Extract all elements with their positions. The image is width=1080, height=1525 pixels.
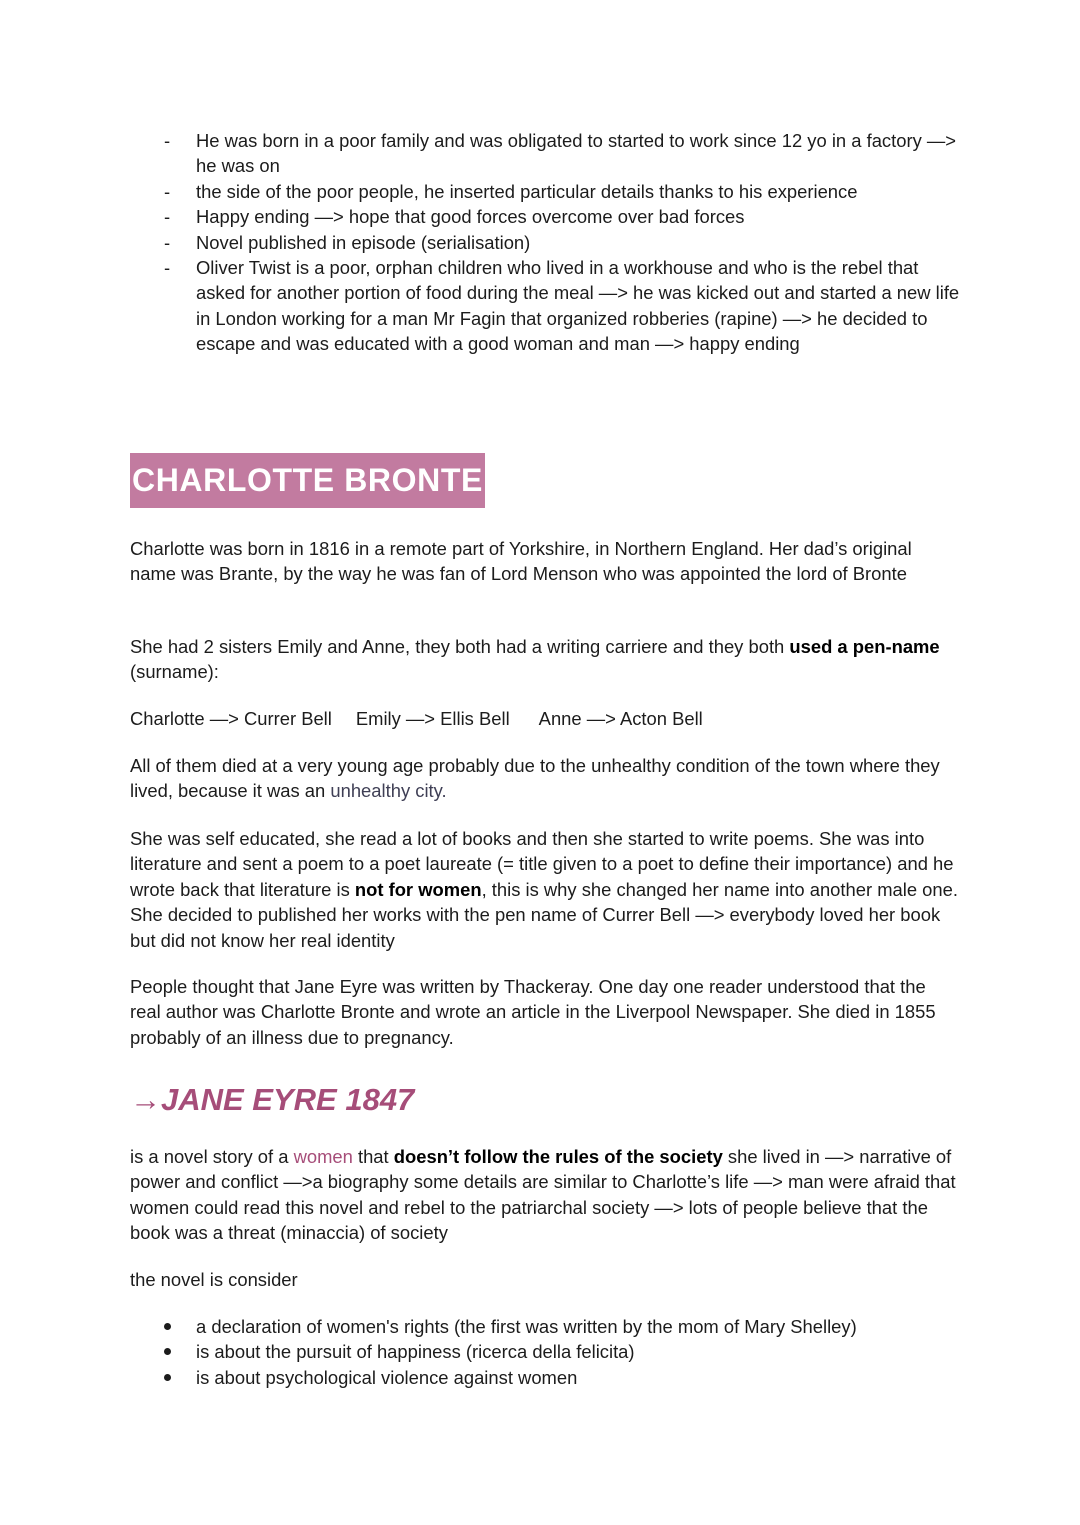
section-heading-jane-eyre: →JANE EYRE 1847 [130, 1082, 415, 1117]
bio-paragraph: Charlotte was born in 1816 in a remote part of Yorkshire, in Northern England. Her dad’s original name was Brante, by the way he was fan of Lord Menson who was appointed the lord of Bronte [130, 538, 912, 585]
pen-name-anne: Anne —> Acton Bell [538, 708, 703, 729]
list-item: - Novel published in episode (serialisation) [160, 230, 960, 255]
education-paragraph: She was self educated, she read a lot of books and then she started to write poems. She was into literature and sent a poem to a poet laureate (= title given to a poet to define their importance) and he wrote back that literature is not for women, this is why she changed her name into another male one. She decided to published her works with the pen name of Currer Bell —> everybody loved her book but did not know her real identity [130, 828, 958, 951]
jane-eyre-description: is a novel story of a women that doesn’t follow the rules of the society she lived in —> narrative of power and conflict —>a biography some details are similar to Charlotte’s life —> man were afraid that women could read this novel and rebel to the patriarchal society —> lots of people believe that the book was a threat (minaccia) of society [130, 1146, 956, 1244]
women-highlight: women [293, 1146, 353, 1167]
list-item: - He was born in a poor family and was obligated to started to work since 12 yo in a factory —> he was on [160, 128, 960, 179]
list-item: is about the pursuit of happiness (ricerca della felicita) [160, 1339, 960, 1364]
list-item: - Happy ending —> hope that good forces overcome over bad forces [160, 204, 960, 229]
pen-name-charlotte: Charlotte —> Currer Bell [130, 708, 332, 729]
pen-names-row [130, 706, 703, 731]
bullet-dot [164, 1323, 171, 1330]
dash-bullet: - [163, 130, 171, 151]
dash-bullet: - [163, 180, 171, 202]
dash-bullet: - [163, 231, 171, 253]
jane-eyre-points-list [160, 1314, 960, 1390]
list-item: is about psychological violence against women [160, 1365, 960, 1390]
section-heading-charlotte-bronte: CHARLOTTE BRONTE [130, 453, 485, 508]
consider-line: the novel is consider [130, 1269, 298, 1290]
sisters-paragraph: She had 2 sisters Emily and Anne, they both had a writing carriere and they both used a pen-name (surname): [130, 636, 940, 683]
pen-name-emily: Emily —> Ellis Bell [355, 708, 510, 729]
bullet-dot [164, 1374, 171, 1381]
dickens-notes-list [160, 128, 960, 357]
dash-bullet: - [163, 206, 171, 228]
identity-paragraph: People thought that Jane Eyre was written by Thackeray. One day one reader understood that the real author was Charlotte Bronte and wrote an article in the Liverpool Newspaper. She died in 1855 probably of an illness due to pregnancy. [130, 976, 936, 1048]
death-paragraph: All of them died at a very young age probably due to the unhealthy condition of the town where they lived, because it was an unhealthy city. [130, 755, 940, 802]
dash-bullet: - [163, 257, 171, 279]
bullet-dot [164, 1348, 171, 1355]
list-item: - Oliver Twist is a poor, orphan children who lived in a workhouse and who is the rebel that asked for another portion of food during the meal —> he was kicked out and started a new life in London working for a man Mr Fagin that organized robberies (rapine) —> he decided to escape and was educated with a good woman and man —> happy ending [160, 255, 960, 357]
unhealthy-city-text: unhealthy city. [330, 780, 447, 802]
list-item: a declaration of women's rights (the first was written by the mom of Mary Shelley) [160, 1314, 960, 1339]
list-item: - the side of the poor people, he inserted particular details thanks to his experience [160, 179, 960, 204]
